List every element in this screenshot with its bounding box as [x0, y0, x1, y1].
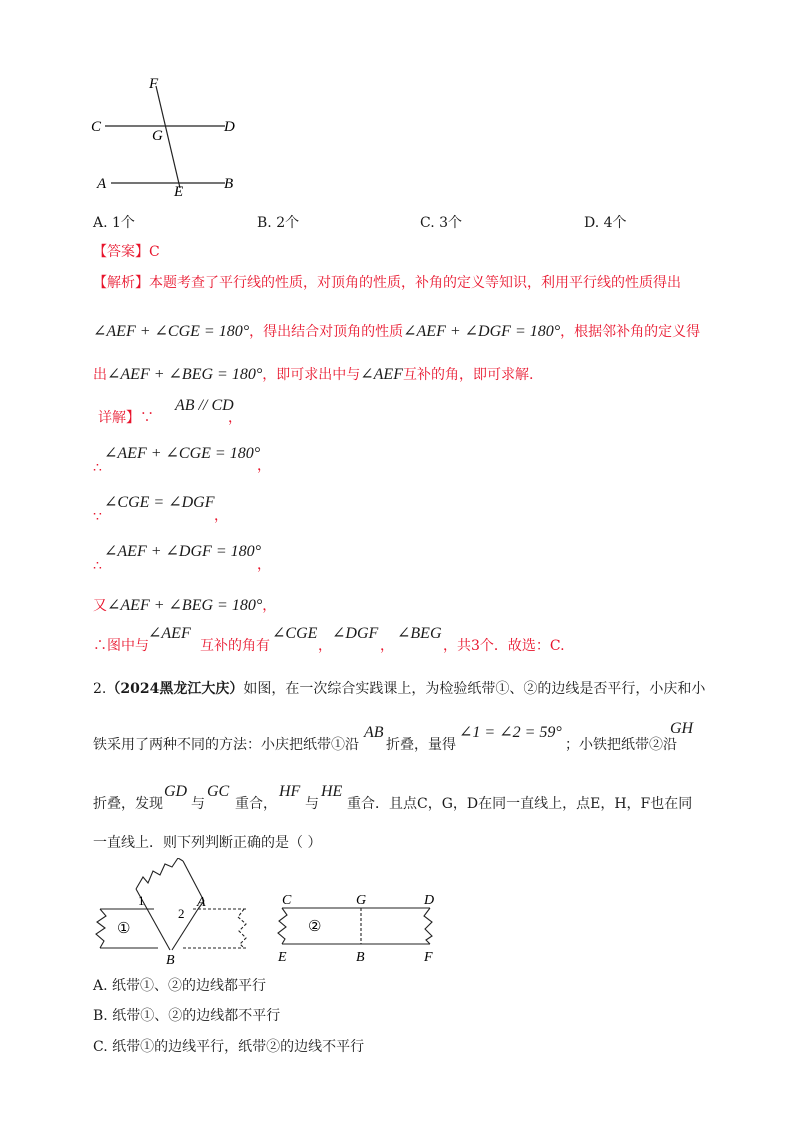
step4-comma: ， [262, 598, 277, 614]
analysis-text-2b: ，根据邻补角的定义得 [560, 324, 701, 340]
analysis-line-1 [93, 273, 681, 293]
analysis-label: 【解析】 [93, 275, 149, 291]
math-aef-beg: ∠AEF + ∠BEG = 180° [107, 366, 263, 383]
strip2-label-C: C [282, 893, 292, 908]
step1-math: ∠AEF + ∠CGE = 180° [104, 445, 261, 462]
step2-comma: ， [214, 508, 228, 524]
q2-line-2-text-c: ；小铁把纸带②沿 [565, 737, 677, 753]
q2-math-ab: AB [364, 724, 384, 741]
strip2-label-B: B [356, 950, 365, 965]
q2-math-gd: GD [164, 783, 188, 800]
analysis-text-3b: ，即可求出中与 [262, 367, 361, 383]
detail-comma: ， [228, 410, 242, 426]
final-text-2: ，共3个．故选：C. [443, 638, 565, 654]
detail-math: AB // CD [175, 397, 234, 414]
strip2-label-D: D [424, 893, 435, 908]
q2-line-3-text-e: 重合．且点C，G，D在同一直线上，点E，H，F也在同 [347, 796, 693, 812]
q2-math-angles: ∠1 = ∠2 = 59° [459, 724, 562, 741]
final-text-1: 互补的角有 [200, 638, 270, 654]
step4-math: ∠AEF + ∠BEG = 180° [107, 597, 263, 614]
option-d: D. 4个 [584, 215, 627, 231]
final-math-dgf: ∠DGF [332, 625, 379, 642]
math-aef-dgf: ∠AEF + ∠DGF = 180° [403, 323, 561, 340]
q2-number: 2. [93, 681, 107, 697]
step1-symbol: ∴ [93, 460, 102, 476]
analysis-text-1: 本题考查了平行线的性质，对顶角的性质，补角的定义等知识，利用平行线的性质得出 [149, 275, 681, 291]
label-C: C [91, 119, 102, 135]
strip1-angle-2: 2 [178, 906, 185, 921]
detail-label: 详解】∵ [98, 410, 154, 426]
math-aef-cge: ∠AEF + ∠CGE = 180° [93, 323, 250, 340]
final-sep-1: ， [318, 638, 332, 654]
step3-symbol: ∴ [93, 558, 102, 574]
final-math-aef: ∠AEF [148, 625, 191, 642]
final-math-cge: ∠CGE [272, 625, 318, 642]
q2-math-he: HE [321, 783, 343, 800]
strip2-label-E: E [278, 950, 287, 965]
q2-option-a: A. 纸带①、②的边线都平行 [93, 978, 267, 994]
step2-math: ∠CGE = ∠DGF [104, 494, 215, 511]
label-B: B [224, 176, 234, 192]
option-a: A. 1个 [93, 215, 135, 231]
q2-line-3-text-c: 重合， [235, 796, 277, 812]
analysis-line-3 [93, 365, 533, 385]
step3-math: ∠AEF + ∠DGF = 180° [104, 543, 262, 560]
q2-math-gc: GC [207, 783, 230, 800]
step4-line [93, 596, 276, 616]
strip1-label-A: A [197, 895, 206, 910]
label-A: A [97, 176, 107, 192]
figure-paper-strip-1 [88, 858, 260, 966]
q2-line-1 [93, 679, 705, 699]
step3-comma: ， [257, 557, 271, 573]
q2-line-3-text-a: 折叠，发现 [93, 796, 163, 812]
strip1-circle-1: ① [117, 921, 131, 937]
label-D: D [224, 119, 235, 135]
math-aef: ∠AEF [360, 366, 403, 383]
analysis-text-3a: 出 [93, 367, 107, 383]
analysis-line-2 [93, 322, 700, 342]
q2-option-c: C. 纸带①的边线平行，纸带②的边线不平行 [93, 1039, 365, 1055]
label-G: G [152, 128, 163, 144]
q2-option-b: B. 纸带①、②的边线都不平行 [93, 1008, 281, 1024]
q2-line-3-text-d: 与 [305, 796, 319, 812]
step1-comma: ， [257, 458, 271, 474]
strip2-circle-2: ② [308, 919, 322, 935]
analysis-text-3c: 互补的角，即可求解. [402, 367, 534, 383]
option-c: C. 3个 [420, 215, 463, 231]
label-F: F [149, 76, 159, 92]
final-prefix: ∴图中与 [93, 638, 149, 654]
figure-paper-strip-2 [270, 888, 442, 968]
option-b: B. 2个 [257, 215, 300, 231]
label-E: E [174, 184, 184, 200]
answer-line: 【答案】C [93, 244, 160, 260]
q2-line-2-text-b: 折叠，量得 [386, 737, 456, 753]
figure-parallel-lines [88, 72, 248, 204]
q2-line-4: 一直线上．则下列判断正确的是（ ） [93, 835, 322, 851]
strip1-angle-1: 1 [138, 893, 145, 908]
q2-text-1: 如图，在一次综合实践课上，为检验纸带①、②的边线是否平行，小庆和小 [243, 681, 706, 697]
final-math-beg: ∠BEG [397, 625, 442, 642]
strip2-label-G: G [356, 893, 367, 908]
final-sep-2: ， [380, 638, 394, 654]
step2-symbol: ∵ [93, 509, 102, 525]
strip2-label-F: F [424, 950, 433, 965]
q2-line-3-text-b: 与 [191, 796, 205, 812]
q2-source: （2024黑龙江大庆） [106, 681, 244, 697]
q2-math-hf: HF [279, 783, 301, 800]
q2-math-gh: GH [670, 720, 694, 737]
step4-prefix: 又 [93, 598, 107, 614]
strip1-label-B: B [166, 953, 175, 966]
analysis-text-2a: ，得出结合对顶角的性质 [249, 324, 404, 340]
q2-line-2-text-a: 铁采用了两种不同的方法：小庆把纸带①沿 [93, 737, 359, 753]
